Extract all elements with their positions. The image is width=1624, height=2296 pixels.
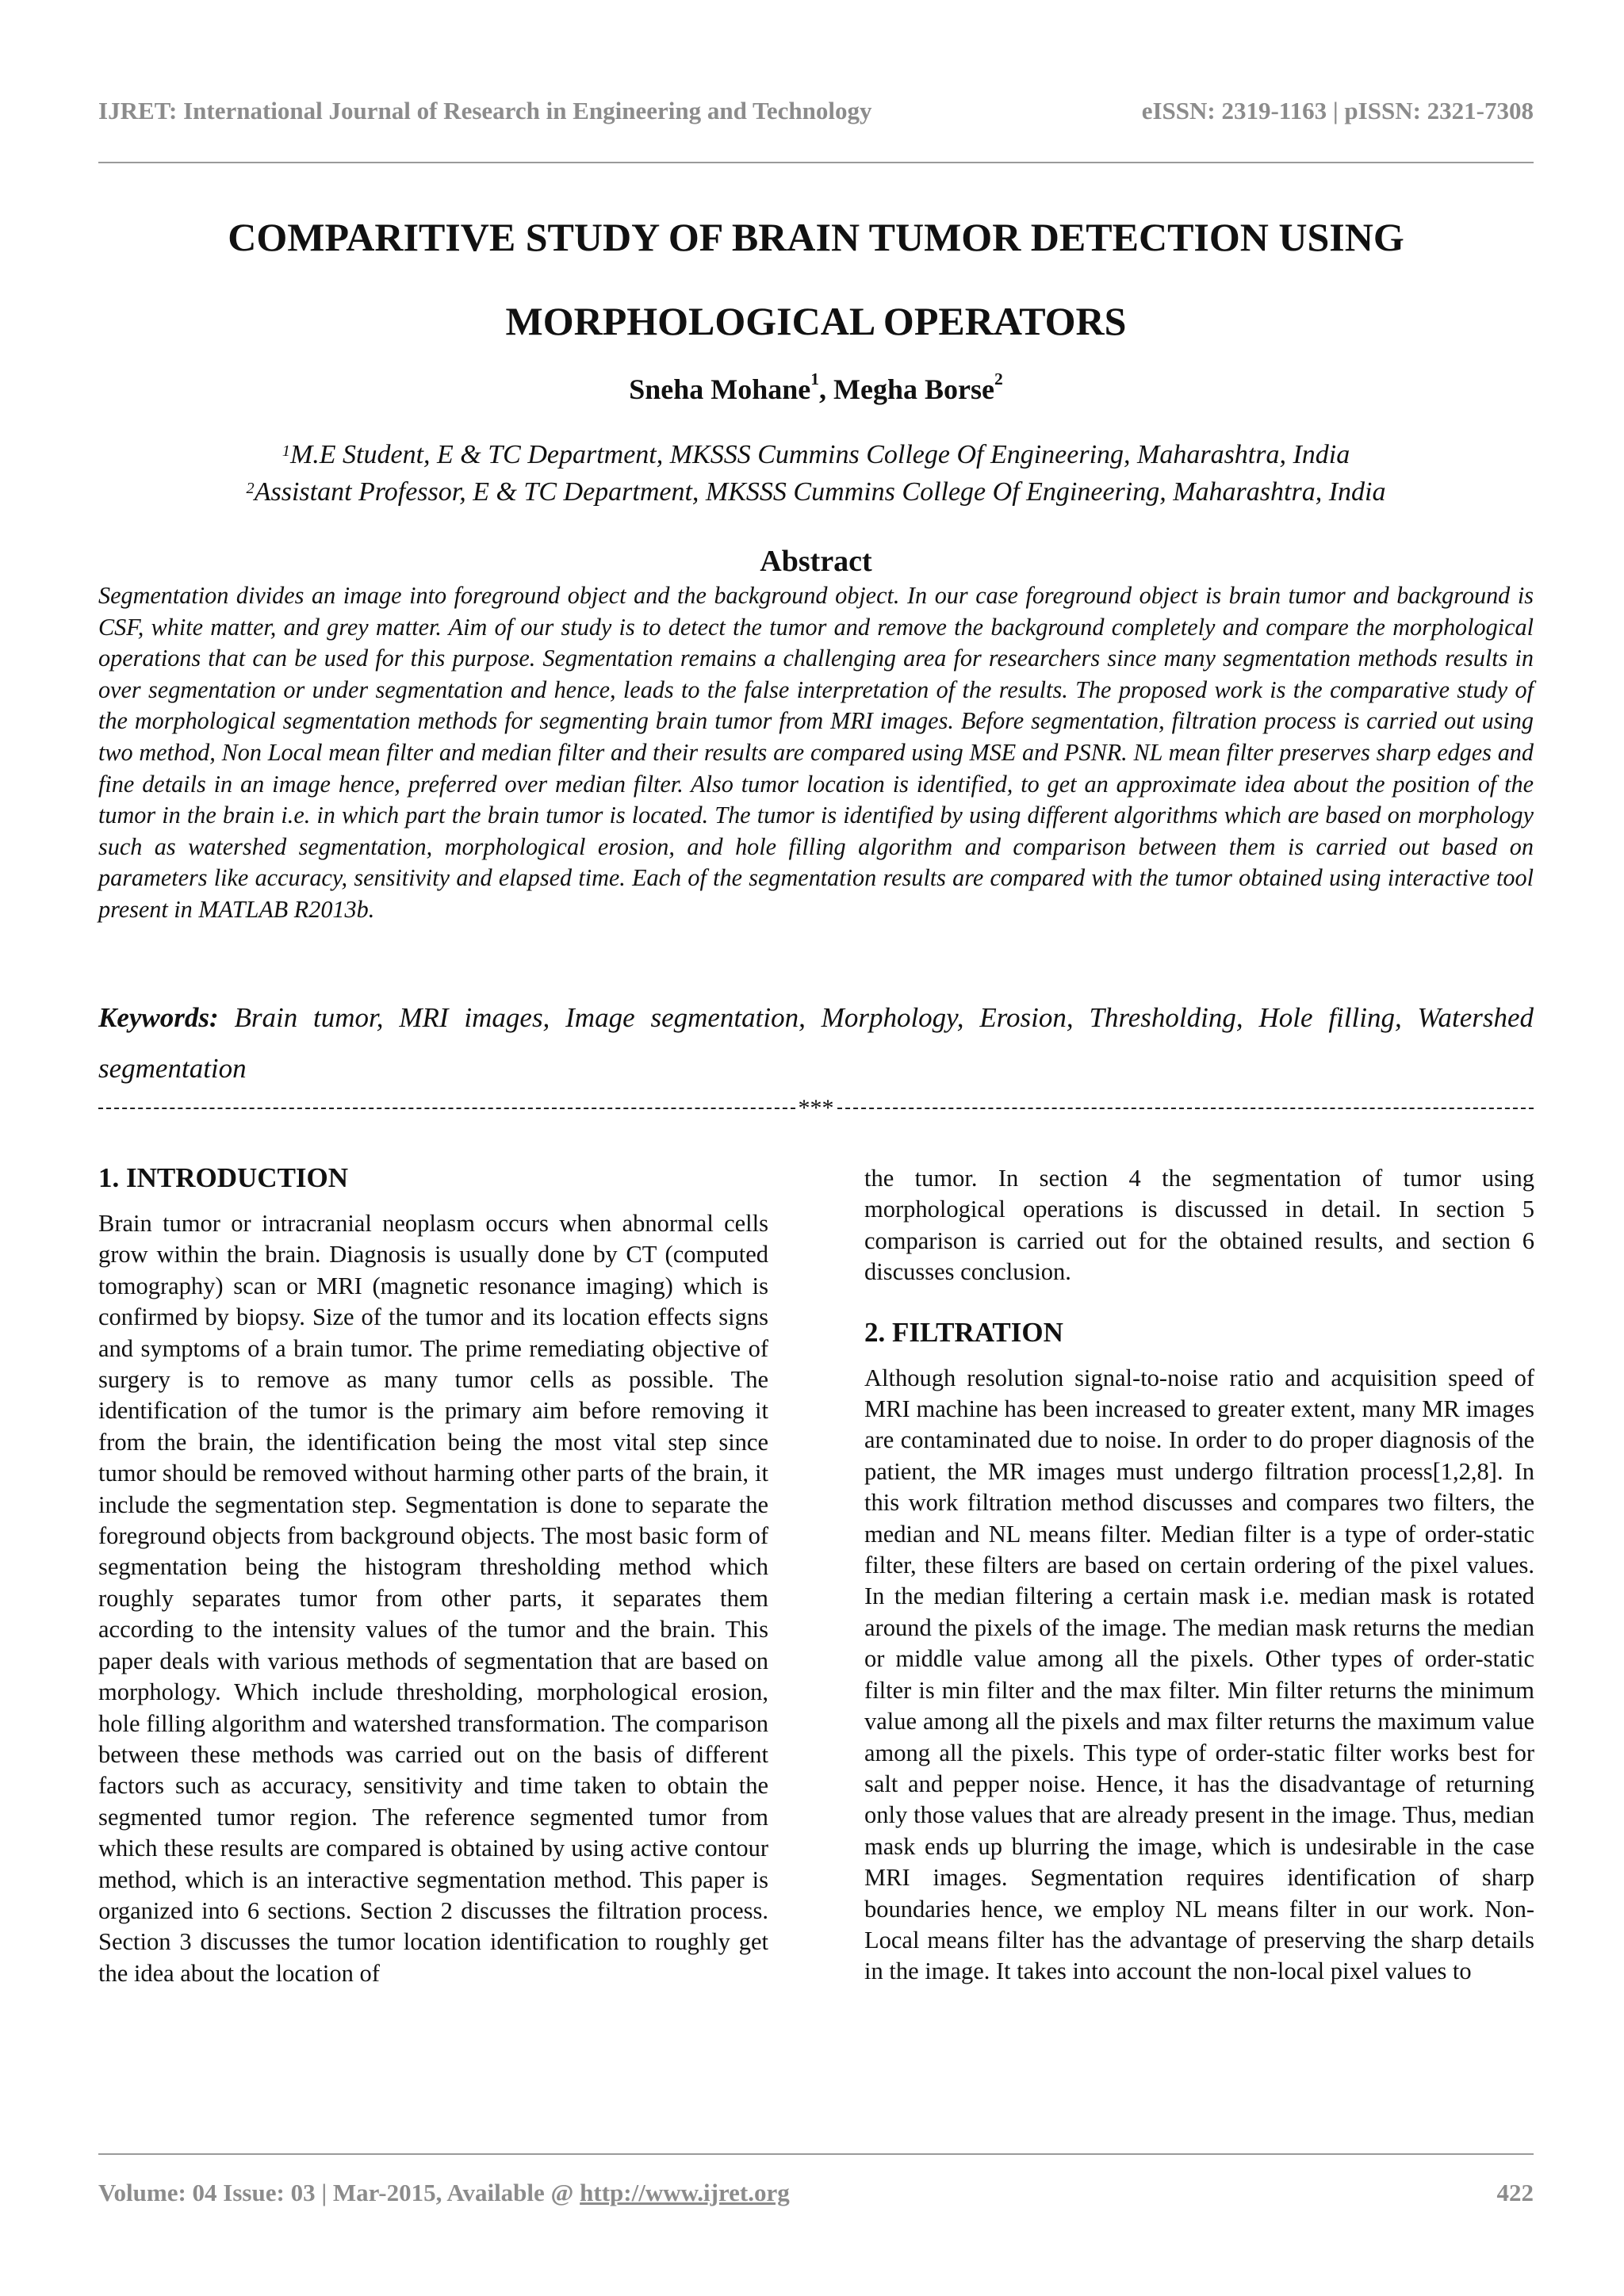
author-1: Sneha Mohane (629, 373, 811, 405)
journal-link[interactable]: http://www.ijret.org (580, 2179, 790, 2206)
author-1-mark: 1 (810, 369, 820, 388)
introduction-heading: 1. INTRODUCTION (98, 1162, 349, 1193)
abstract-heading: Abstract (760, 545, 872, 578)
introduction-continued: the tumor. In section 4 the segmentation of tumor using morphological operations is discussed in detail. In section 5 comparison is carried out for the obtained results, and section 6 discusses conclusion. (864, 1165, 1534, 1286)
separator-stars: *** (798, 1095, 834, 1121)
affiliation-1-mark: 1 (282, 442, 290, 460)
journal-name: IJRET: International Journal of Research in Engineering and Technology (98, 97, 872, 124)
footer-volume-info (98, 2179, 790, 2207)
running-footer (98, 2179, 1534, 2218)
left-column (98, 1158, 768, 2010)
paper-title (98, 195, 1534, 363)
filtration-heading: 2. FILTRATION (864, 1316, 1063, 1348)
running-header (98, 97, 1534, 133)
affiliation-2-mark: 2 (246, 480, 255, 497)
right-column (864, 1163, 1534, 2008)
keywords (98, 993, 1534, 1094)
issn-numbers: eISSN: 2319-1163 | pISSN: 2321-7308 (1141, 97, 1534, 124)
author-2-mark: 2 (994, 369, 1003, 388)
separator-dash-right (837, 1108, 1534, 1109)
affiliation-1-text: M.E Student, E & TC Department, MKSSS Cummins College Of Engineering, Maharashtra, India (289, 440, 1350, 469)
affiliation-2 (98, 473, 1534, 511)
author-list (98, 369, 1534, 406)
keywords-text: Brain tumor, MRI images, Image segmentation, Morphology, Erosion, Thresholding, Hole filling, Watershed segmentation (98, 1002, 1534, 1084)
filtration-text: Although resolution signal-to-noise ratio and acquisition speed of MRI machine has been increased to greater extent, many MR images are contaminated due to noise. In order to do proper diagnosis of the patient, the MR images must undergo filtration process[1,2,8]. In this work filtration method discusses and compares two filters, the median and NL means filter. Median filter is a type of order-static filter, these filters are based on certain ordering of the pixel values. In the median filtering a certain mask i.e. median mask is rotated around the pixels of the image. The median mask returns the median or middle value among all the pixels. Other types of order-static filter is min filter and the max filter. Min filter returns the minimum value among all the pixels and max filter returns the maximum value among all the pixels. This type of order-static filter works best for salt and pepper noise. Hence, it has the disadvantage of returning only those values that are already present in the image. Thus, median mask ends up blurring the image, which is undesirable in the case MRI images. Segmentation requires identification of sharp boundaries hence, we employ NL means filter in our work. Non-Local means filter has the advantage of preserving the sharp details in the image. It takes into account the non-local pixel values to (864, 1364, 1534, 1985)
affiliation-1 (98, 436, 1534, 473)
title-line-1: COMPARITIVE STUDY OF BRAIN TUMOR DETECTION USING (228, 215, 1404, 259)
introduction-text: Brain tumor or intracranial neoplasm occurs when abnormal cells grow within the brain. Diagnosis is usually done by CT (computed tomography) scan or MRI (magnetic resonance imaging) which is confirmed by biopsy. Size of the tumor and its location effects signs and symptoms of a brain tumor. The prime remediating objective of surgery is to remove as many tumor cells as possible. The identification of the tumor is the primary aim before removing it from the brain, the identification being the most vital step since tumor should be removed without harming other parts of the brain, it include the segmentation step. Segmentation is done to separate the foreground objects from background objects. The most basic form of segmentation being the histogram thresholding method which roughly separates tumor from other parts, it separates them according to the intensity values of the tumor and the brain. This paper deals with various methods of segmentation that are based on morphology. Which include thresholding, morphological erosion, hole filling algorithm and watershed transformation. The comparison between these methods was carried out on the basis of different factors such as accuracy, sensitivity and time taken to obtain the segmented tumor region. The reference segmented tumor from which these results are compared is obtained by using active contour method, which is an interactive segmentation method. This paper is organized into 6 sections. Section 2 discusses the filtration process. Section 3 discusses the tumor location identification to roughly get the idea about the location of (98, 1210, 768, 1987)
header-rule (98, 162, 1534, 163)
separator-dash-left (98, 1108, 795, 1109)
keywords-label: Keywords: (98, 1002, 219, 1033)
section-separator (98, 1093, 1534, 1124)
page-number: 422 (1496, 2179, 1534, 2206)
author-separator: , (819, 373, 834, 405)
title-line-2: MORPHOLOGICAL OPERATORS (505, 299, 1127, 343)
author-2: Megha Borse (833, 373, 994, 405)
affiliation-2-text: Assistant Professor, E & TC Department, MKSSS Cummins College Of Engineering, Maharashtra, India (254, 477, 1386, 507)
footer-rule (98, 2153, 1534, 2155)
affiliations (98, 436, 1534, 511)
footer-volume: Volume: 04 Issue: 03 | Mar-2015, Available @ (98, 2179, 580, 2206)
abstract-text: Segmentation divides an image into foreground object and the background object. In our case foreground object is brain tumor and background is CSF, white matter, and grey matter. Aim of our study is to detect the tumor and remove the background completely and compare the morphological operations that can be used for this purpose. Segmentation remains a challenging area for researchers since many segmentation methods results in over segmentation or under segmentation and hence, leads to the false interpretation of the results. The proposed work is the comparative study of the morphological segmentation methods for segmenting brain tumor from MRI images. Before segmentation, filtration process is carried out using two method, Non Local mean filter and median filter and their results are compared using MSE and PSNR. NL mean filter preserves sharp edges and fine details in an image hence, preferred over median filter. Also tumor location is identified, to get an approximate idea about the position of the tumor in the brain i.e. in which part the brain tumor is located. The tumor is identified by using different algorithms which are based on morphology such as watershed segmentation, morphological erosion, and hole filling algorithm and comparison between them is carried out based on parameters like accuracy, sensitivity and elapsed time. Each of the segmentation results are compared with the tumor obtained using interactive tool present in MATLAB R2013b. (98, 582, 1534, 923)
